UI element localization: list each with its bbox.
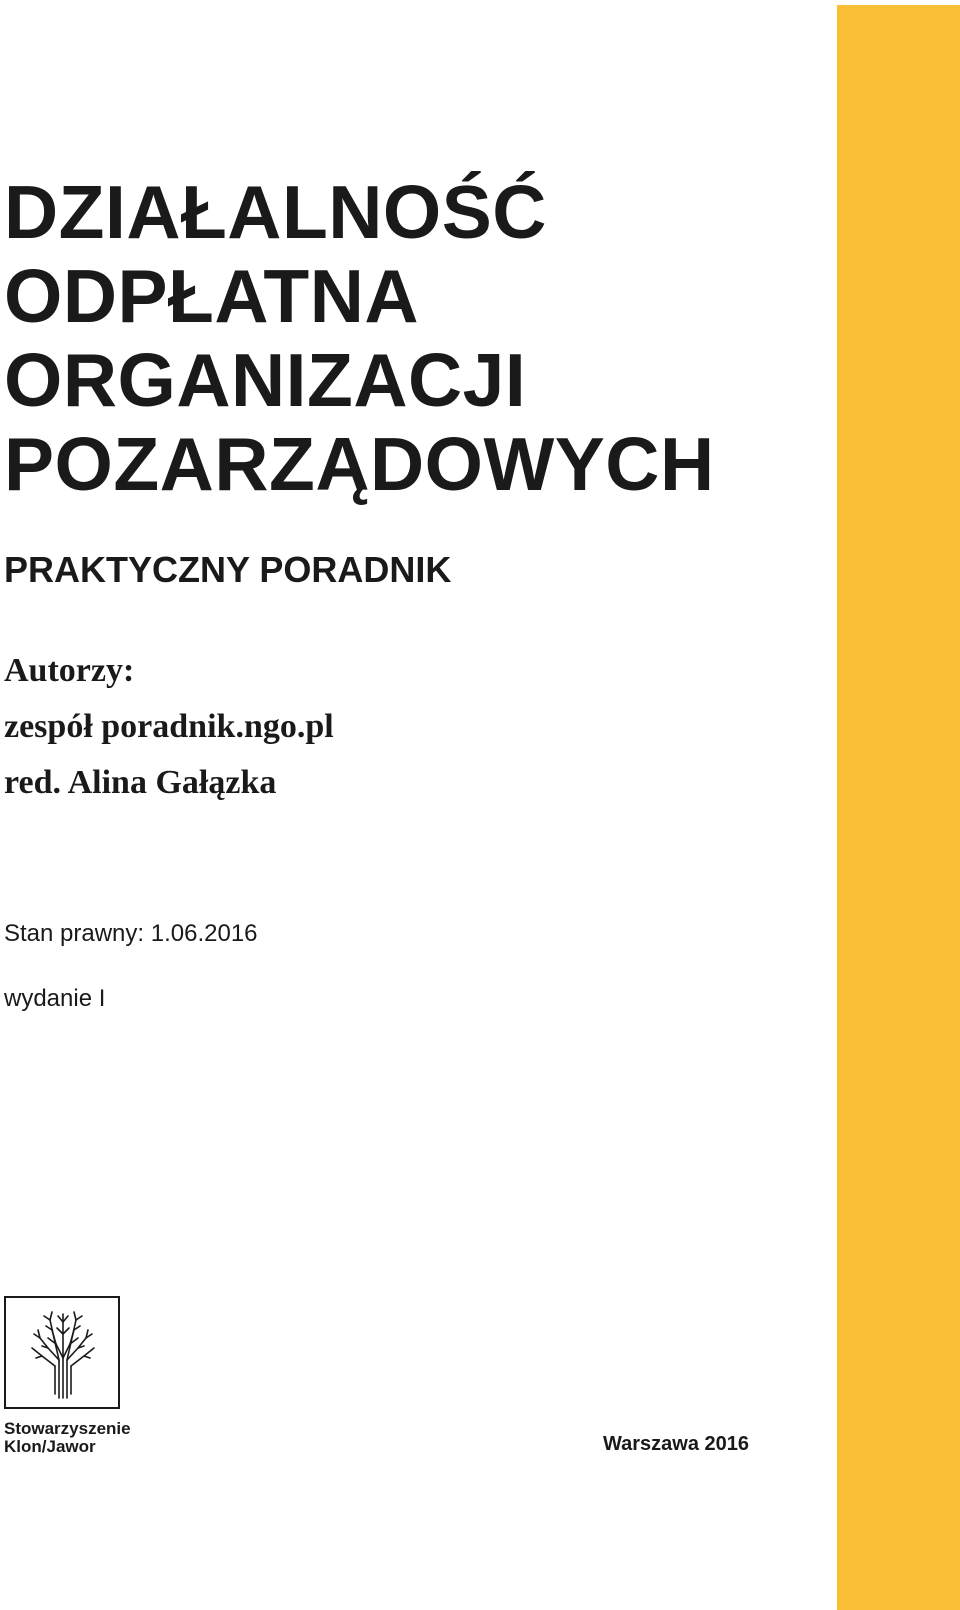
- author-team: zespół poradnik.ngo.pl: [4, 708, 334, 745]
- title-line-1: DZIAŁALNOŚĆ: [4, 170, 547, 254]
- legal-state-date: Stan prawny: 1.06.2016: [4, 920, 258, 947]
- publisher-name-line-1: Stowarzyszenie: [4, 1419, 131, 1438]
- place-and-year: Warszawa 2016: [603, 1433, 750, 1455]
- edition-label: wydanie I: [4, 985, 106, 1012]
- publisher-name-line-2: Klon/Jawor: [4, 1437, 96, 1456]
- book-title: [4, 170, 715, 506]
- book-subtitle: PRAKTYCZNY PORADNIK: [4, 549, 452, 590]
- authors-block: [4, 643, 334, 811]
- title-line-4: POZARZĄDOWYCH: [4, 422, 715, 506]
- authors-label: Autorzy:: [4, 652, 135, 689]
- accent-side-band: [837, 5, 960, 1610]
- publisher-name: [4, 1420, 131, 1456]
- tree-icon: [28, 1308, 98, 1400]
- editor-name: red. Alina Gałązka: [4, 764, 277, 801]
- title-line-2: ODPŁATNA: [4, 254, 420, 338]
- title-line-3: ORGANIZACJI: [4, 338, 527, 422]
- publisher-logo: [4, 1296, 120, 1409]
